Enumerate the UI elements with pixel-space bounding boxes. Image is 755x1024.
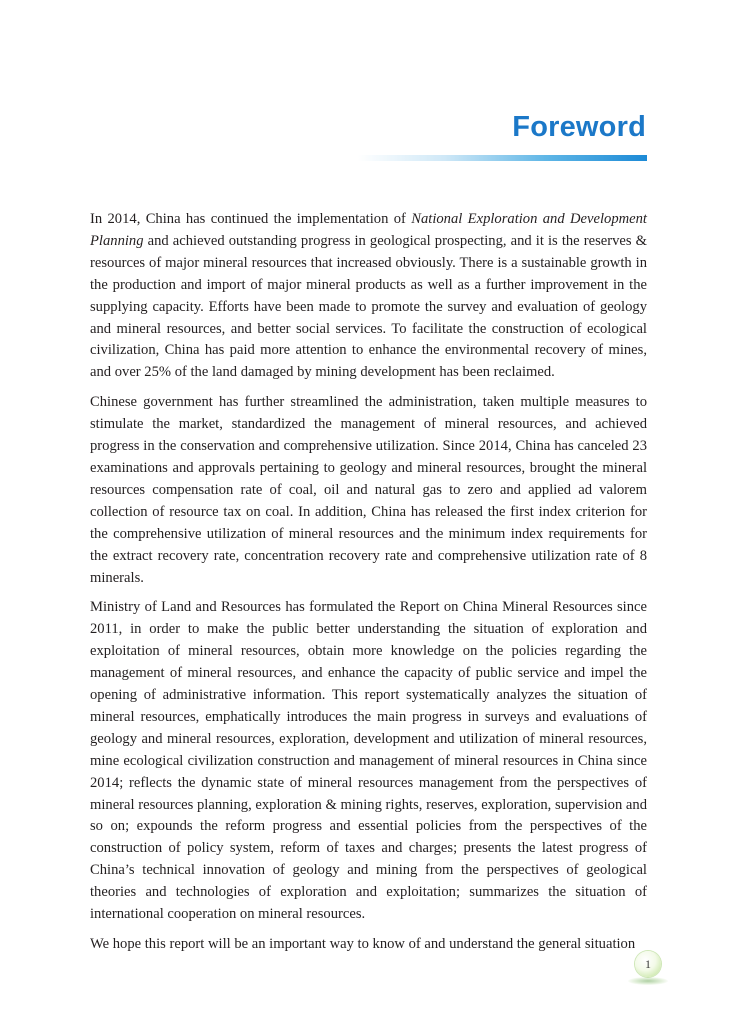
page-title: Foreword [512, 111, 646, 143]
paragraph-3-text: Ministry of Land and Resources has formulated the Report on China Mineral Resources since 2011, in order to make the public better understanding the situation of exploration and exploitation of mineral resources, obtain more knowledge on the policies regarding the management of mineral resources, and enhance the capacity of public service and impel the opening of administrative information. This report systematically analyzes the situation of mineral resources, emphatically introduces the main progress in surveys and evaluations of geology and mineral resources, exploration, development and utilization of mineral resources, mine ecological civilization construction and management of mineral resources in China since 2014; reflects the dynamic state of mineral resources management from the perspectives of mineral resources planning, exploration & mining rights, reserves, exploration, supervision and so on; expounds the reform progress and essential policies from the perspectives of the construction of policy system, reform of taxes and charges; presents the latest progress of China’s technical innovation of geology and mining from the perspectives of geological theories and technologies of exploration and exploitation; summarizes the situation of international cooperation on mineral resources. [90, 599, 647, 923]
paragraph-2 [90, 392, 647, 589]
paragraph-4-text: We hope this report will be an important way to know of and understand the general situation [90, 936, 636, 952]
paragraph-1-text: In 2014, China has continued the implementation of [90, 211, 412, 227]
foreword-body [90, 209, 647, 964]
page-number: 1 [645, 957, 651, 971]
paragraph-3 [90, 597, 647, 926]
paragraph-1-text-continued: and achieved outstanding progress in geological prospecting, and it is the reserves & resources of major mineral resources that increased obviously. There is a sustainable growth in the production and import of major mineral products as well as a further improvement in the supplying capacity. Efforts have been made to promote the survey and evaluation of geology and mineral resources, and better social services. To facilitate the construction of ecological civilization, China has paid more attention to enhance the environmental recovery of mines, and over 25% of the land damaged by mining development has been reclaimed. [90, 232, 647, 381]
paragraph-1-italic-title: National Exploration and Development Planning [90, 211, 647, 249]
page-number-badge [635, 951, 661, 977]
page-badge-shadow [628, 977, 668, 985]
title-underline-bar [358, 155, 647, 161]
paragraph-2-text: Chinese government has further streamlined the administration, taken multiple measures to stimulate the market, standardized the management of mineral resources, and achieved progress in the conservation and comprehensive utilization. Since 2014, China has canceled 23 examinations and approvals pertaining to geology and mineral resources, brought the mineral resources compensation rate of coal, oil and natural gas to zero and applied ad valorem collection of resource tax on coal. In addition, China has released the first index criterion for the comprehensive utilization of mineral resources and the minimum index requirements for the extract recovery rate, concentration recovery rate and comprehensive utilization rate of 8 minerals. [90, 394, 647, 586]
paragraph-4 [90, 934, 647, 956]
paragraph-1 [90, 209, 647, 384]
